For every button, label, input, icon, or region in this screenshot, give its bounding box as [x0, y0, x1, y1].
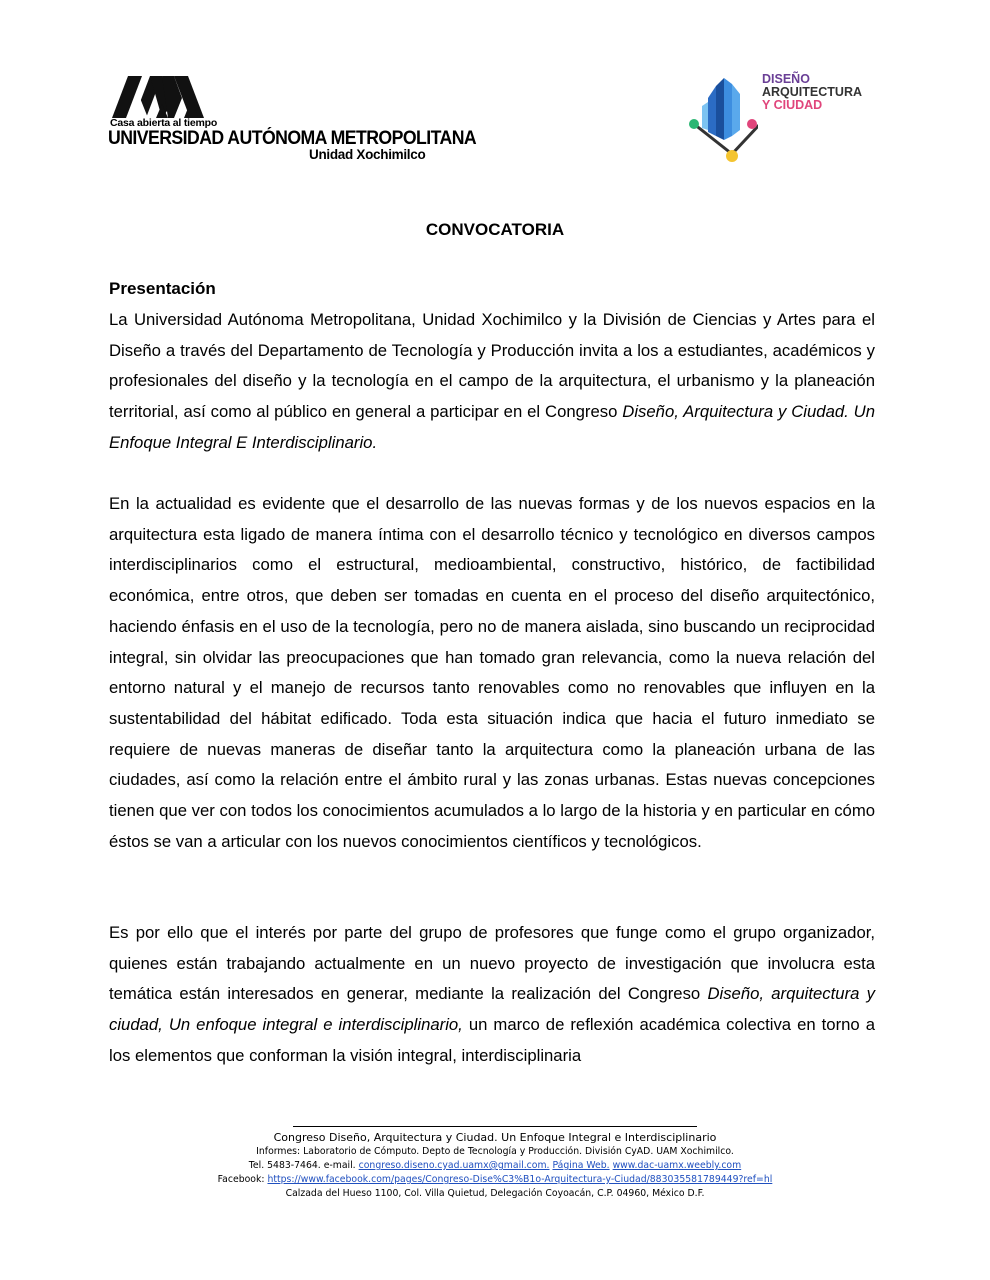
- congress-name-italic-2: Diseño, arquitectura y ciudad, Un enfoque integral e interdisciplinario,: [109, 984, 875, 1035]
- footer-email-link[interactable]: congreso.diseno.cyad.uamx@gmail.com.: [358, 1160, 550, 1171]
- footer-web-label[interactable]: Página Web.: [552, 1160, 610, 1171]
- footer-info: Informes: Laboratorio de Cómputo. Depto de Tecnología y Producción. División CyAD. UAM Xochimilco.: [256, 1146, 734, 1157]
- dac-wordmark: [762, 73, 862, 112]
- footer-rule: [293, 1126, 697, 1127]
- footer-contact: [0, 1159, 990, 1173]
- page-footer: [0, 1115, 990, 1201]
- dac-line-3: Y CIUDAD: [762, 98, 823, 112]
- paragraph-1-text: La Universidad Autónoma Metropolitana, Unidad Xochimilco y la División de Ciencias y Artes para el Diseño a través del Departamento de Tecnología y Producción invita a los a estudiantes, académicos y profesionales del diseño y la tecnología en el campo de la arquitectura, el urbanismo y la planeación territorial, así como al público en general a participar en el Congreso: [109, 310, 875, 422]
- uam-emblem-icon: [112, 76, 212, 118]
- uam-tagline: Casa abierta al tiempo: [110, 117, 218, 129]
- dac-line-2: ARQUITECTURA: [762, 85, 862, 99]
- footer-facebook: [0, 1173, 990, 1187]
- paragraph-presentation: [109, 305, 875, 459]
- footer-congress: Congreso Diseño, Arquitectura y Ciudad. Un Enfoque Integral e Interdisciplinario: [273, 1131, 717, 1144]
- dac-line-1: DISEÑO: [762, 72, 810, 86]
- footer-address: Calzada del Hueso 1100, Col. Villa Quietud, Delegación Coyoacán, C.P. 04960, México D.F.: [285, 1188, 705, 1199]
- uam-logo: [108, 76, 477, 166]
- paragraph-context: En la actualidad es evidente que el desarrollo de las nuevas formas y de los nuevos espacios en la arquitectura esta ligado de manera íntima con el desarrollo técnico y tecnológico en diversos campos interdisciplinarios como el estructural, medioambiental, constructivo, histórico, de factibilidad económica, entre otros, que deben ser tomadas en cuenta en el proceso del diseño arquitectónico, haciendo énfasis en el uso de la tecnología, pero no de manera aislada, sino buscando un reciprocidad integral, sin olvidar las preocupaciones que han tomado gran relevancia, como la nueva relación del entorno natural y el manejo de recursos tanto renovables como no renovables que influyen en la sustentabilidad del hábitat edificado. Toda esta situación indica que hacia el futuro inmediato se requiere de nuevas maneras de diseñar tanto la arquitectura como la planeación urbana de las ciudades, así como la relación entre el ámbito rural y las zonas urbanas. Estas nuevas concepciones tienen que ver con todos los conocimientos acumulados a lo largo de la historia y en particular en cómo éstos se van a articular con los nuevos conocimientos científicos y tecnológicos.: [109, 494, 875, 851]
- paragraph-3-text-after: un marco de reflexión académica colectiva en torno a los elementos que conforman la visión integral, interdisciplinaria: [109, 1015, 875, 1065]
- section-heading: Presentación: [109, 279, 216, 298]
- buildings-network-icon: [688, 70, 758, 164]
- paragraph-3-text-before: Es por ello que el interés por parte del grupo de profesores que funge como el grupo organizador, quienes están trabajando actualmente en un nuevo proyecto de investigación que involucra esta temática están interesados en generar, mediante la realización del Congreso: [109, 923, 875, 1004]
- footer-web-link[interactable]: www.dac-uamx.weebly.com: [612, 1160, 742, 1171]
- footer-facebook-link[interactable]: https://www.facebook.com/pages/Congreso-Dise%C3%B1o-Arquitectura-y-Ciudad/883035581789449?ref=hl: [267, 1174, 773, 1185]
- uam-unit: Unidad Xochimilco: [309, 147, 426, 162]
- footer-tel: Tel. 5483-7464. e-mail.: [248, 1160, 356, 1171]
- dac-logo: [688, 70, 878, 165]
- congress-name-italic: Diseño, Arquitectura y Ciudad. Un Enfoque Integral E Interdisciplinario.: [109, 402, 876, 452]
- paragraph-purpose: [109, 918, 875, 1072]
- uam-name: UNIVERSIDAD AUTÓNOMA METROPOLITANA: [108, 128, 477, 149]
- footer-facebook-label: Facebook:: [217, 1174, 265, 1185]
- document-title: CONVOCATORIA: [425, 220, 565, 239]
